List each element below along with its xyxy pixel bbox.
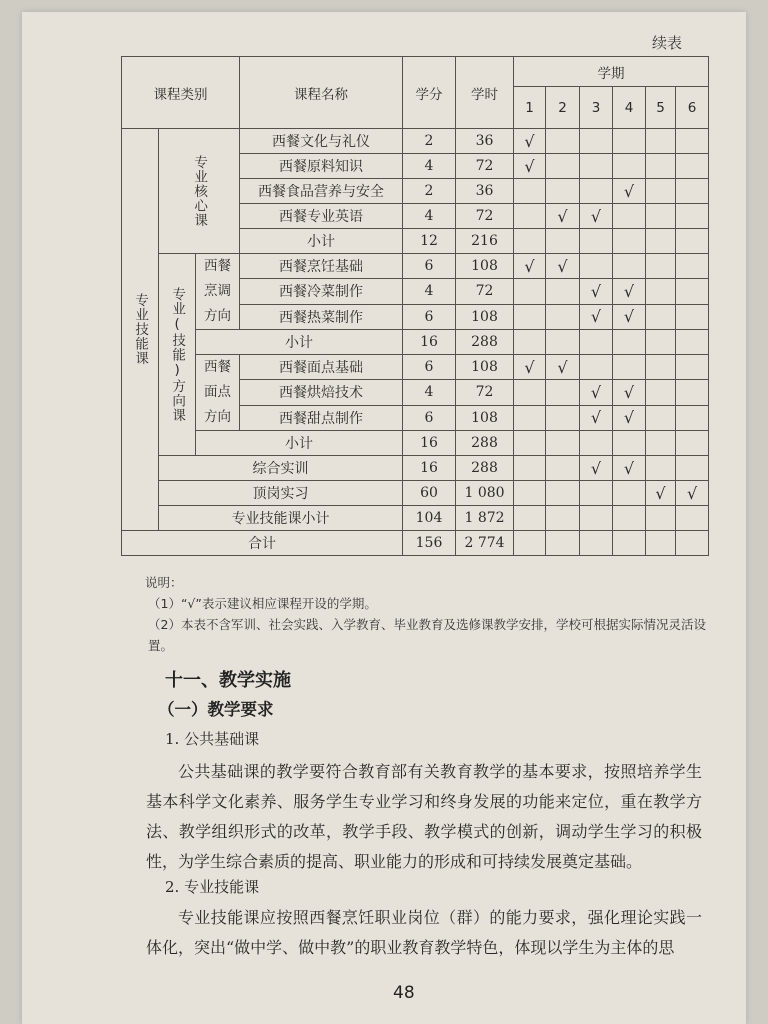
subtotal-label: 小计	[240, 229, 403, 254]
course-name: 西餐甜点制作	[240, 405, 403, 430]
semester-cell: √	[613, 304, 646, 329]
credits-cell: 6	[403, 355, 456, 380]
semester-cell	[613, 531, 646, 556]
header-semester-3: 3	[580, 87, 613, 129]
group-western-cooking-label	[196, 254, 239, 329]
semester-cell	[613, 229, 646, 254]
semester-cell: √	[580, 405, 613, 430]
page-number: 48	[393, 983, 415, 1003]
course-table	[121, 56, 709, 556]
semester-cell	[676, 531, 709, 556]
semester-cell	[613, 355, 646, 380]
semester-cell: √	[514, 154, 546, 179]
semester-cell	[676, 129, 709, 154]
total-label: 合计	[122, 531, 403, 556]
semester-cell	[676, 330, 709, 355]
semester-cell	[676, 456, 709, 481]
semester-cell: √	[613, 456, 646, 481]
semester-cell	[676, 405, 709, 430]
course-name: 西餐面点基础	[240, 355, 403, 380]
semester-cell	[646, 179, 676, 204]
credits-cell: 16	[403, 330, 456, 355]
semester-cell	[580, 179, 613, 204]
table-row	[122, 330, 709, 355]
semester-cell	[546, 179, 580, 204]
header-hours: 学时	[456, 57, 514, 129]
semester-cell	[546, 129, 580, 154]
semester-cell: √	[514, 355, 546, 380]
semester-cell: √	[580, 456, 613, 481]
credits-cell: 2	[403, 129, 456, 154]
hours-cell: 72	[456, 380, 514, 405]
header-semester: 学期	[514, 57, 709, 87]
semester-cell	[546, 330, 580, 355]
note-item: （2）本表不含军训、社会实践、入学教育、毕业教育及选修课教学安排，学校可根据实际情况灵活设置。	[148, 617, 706, 653]
semester-cell	[580, 330, 613, 355]
semester-cell	[646, 405, 676, 430]
header-semester-5: 5	[646, 87, 676, 129]
semester-cell	[646, 431, 676, 456]
semester-cell	[613, 254, 646, 279]
hours-cell: 1 080	[456, 481, 514, 506]
table-row	[122, 254, 709, 279]
semester-cell	[546, 531, 580, 556]
semester-cell	[514, 330, 546, 355]
group-professional-skill	[122, 129, 159, 531]
semester-cell	[676, 380, 709, 405]
credits-cell: 12	[403, 229, 456, 254]
semester-cell	[580, 481, 613, 506]
hours-cell: 72	[456, 279, 514, 304]
table-row	[122, 355, 709, 380]
course-name: 综合实训	[159, 456, 403, 481]
semester-cell	[514, 405, 546, 430]
hours-cell: 288	[456, 431, 514, 456]
semester-cell	[646, 154, 676, 179]
group-label-line: 西餐	[204, 359, 231, 375]
semester-cell: √	[580, 304, 613, 329]
item1-title: 1. 公共基础课	[165, 730, 260, 748]
group-core	[159, 129, 240, 254]
semester-cell	[676, 229, 709, 254]
table-row	[122, 531, 709, 556]
semester-cell	[546, 304, 580, 329]
credits-cell: 4	[403, 204, 456, 229]
semester-cell	[646, 204, 676, 229]
semester-cell	[646, 355, 676, 380]
semester-cell	[676, 154, 709, 179]
credits-cell: 6	[403, 254, 456, 279]
course-name: 西餐烹饪基础	[240, 254, 403, 279]
semester-cell	[546, 154, 580, 179]
group-label-line: 西餐	[204, 258, 231, 274]
credits-cell: 4	[403, 380, 456, 405]
semester-cell	[613, 330, 646, 355]
semester-cell	[546, 229, 580, 254]
group-western-pastry	[196, 355, 240, 431]
credits-cell: 104	[403, 506, 456, 531]
group-label-line: 面点	[204, 384, 231, 400]
semester-cell: √	[613, 380, 646, 405]
course-name: 西餐专业英语	[240, 204, 403, 229]
semester-cell: √	[613, 279, 646, 304]
table-notes	[145, 572, 710, 656]
semester-cell	[676, 254, 709, 279]
header-semester-2: 2	[546, 87, 580, 129]
semester-cell	[613, 204, 646, 229]
semester-cell	[546, 506, 580, 531]
semester-cell	[546, 279, 580, 304]
semester-cell	[580, 154, 613, 179]
notes-title: 说明：	[145, 575, 183, 590]
semester-cell	[514, 380, 546, 405]
semester-cell: √	[613, 179, 646, 204]
group-label-line: 烹调	[204, 283, 231, 299]
hours-cell: 108	[456, 355, 514, 380]
semester-cell	[646, 304, 676, 329]
semester-cell	[676, 431, 709, 456]
course-name: 顶岗实习	[159, 481, 403, 506]
hours-cell: 108	[456, 254, 514, 279]
header-semester-4: 4	[613, 87, 646, 129]
hours-cell: 108	[456, 304, 514, 329]
group-western-pastry-label	[196, 355, 239, 430]
semester-cell	[646, 254, 676, 279]
semester-cell	[613, 431, 646, 456]
group-professional-skill-label: 专业技能课	[132, 293, 149, 366]
course-name: 西餐食品营养与安全	[240, 179, 403, 204]
table-row	[122, 506, 709, 531]
continued-label: 续表	[652, 34, 683, 52]
course-name: 西餐原料知识	[240, 154, 403, 179]
semester-cell	[646, 506, 676, 531]
table-row	[122, 456, 709, 481]
credits-cell: 156	[403, 531, 456, 556]
semester-cell: √	[613, 405, 646, 430]
subtotal-label: 小计	[196, 330, 403, 355]
semester-cell	[514, 456, 546, 481]
semester-cell	[613, 129, 646, 154]
semester-cell	[514, 204, 546, 229]
hours-cell: 36	[456, 129, 514, 154]
header-semester-6: 6	[676, 87, 709, 129]
section-heading: 十一、教学实施	[165, 670, 291, 691]
semester-cell: √	[646, 481, 676, 506]
table-row	[122, 129, 709, 154]
course-name: 西餐文化与礼仪	[240, 129, 403, 154]
course-name: 西餐冷菜制作	[240, 279, 403, 304]
semester-cell	[580, 531, 613, 556]
course-name: 西餐热菜制作	[240, 304, 403, 329]
semester-cell	[580, 506, 613, 531]
hours-cell: 288	[456, 330, 514, 355]
credits-cell: 4	[403, 154, 456, 179]
credits-cell: 2	[403, 179, 456, 204]
semester-cell	[580, 431, 613, 456]
semester-cell	[546, 456, 580, 481]
subtotal-label: 小计	[196, 431, 403, 456]
table-row	[122, 431, 709, 456]
item2-paragraph: 专业技能课应按照西餐烹饪职业岗位（群）的能力要求，强化理论实践一体化，突出“做中学、做中教”的职业教育教学特色，体现以学生为主体的思	[146, 908, 702, 957]
semester-cell	[580, 129, 613, 154]
header-course-name: 课程名称	[240, 57, 403, 129]
group-label-line: 方向	[204, 308, 231, 324]
semester-cell	[676, 506, 709, 531]
item1-paragraph: 公共基础课的教学要符合教育部有关教育教学的基本要求，按照培养学生基本科学文化素养、服务学生专业学习和终身发展的功能来定位，重在教学方法、教学组织形式的改革，教学手段、教学模式的创新，调动学生学习的积极性，为学生综合素质的提高、职业能力的形成和可持续发展奠定基础。	[146, 762, 702, 871]
semester-cell	[646, 279, 676, 304]
semester-cell	[613, 154, 646, 179]
hours-cell: 216	[456, 229, 514, 254]
semester-cell: √	[546, 204, 580, 229]
credits-cell: 6	[403, 405, 456, 430]
semester-cell	[514, 304, 546, 329]
semester-cell: √	[580, 279, 613, 304]
semester-cell	[646, 330, 676, 355]
credits-cell: 60	[403, 481, 456, 506]
group-core-label: 专业核心课	[191, 154, 208, 228]
semester-cell	[514, 531, 546, 556]
item2-title: 2. 专业技能课	[165, 878, 260, 896]
semester-cell: √	[676, 481, 709, 506]
semester-cell	[676, 355, 709, 380]
semester-cell	[676, 179, 709, 204]
semester-cell	[514, 179, 546, 204]
semester-cell	[514, 431, 546, 456]
semester-cell	[546, 481, 580, 506]
semester-cell: √	[580, 204, 613, 229]
hours-cell: 288	[456, 456, 514, 481]
semester-cell	[514, 229, 546, 254]
semester-cell	[580, 254, 613, 279]
semester-cell	[546, 431, 580, 456]
semester-cell: √	[580, 380, 613, 405]
semester-cell	[646, 129, 676, 154]
group-direction-label: 专业(技能)方向课	[169, 286, 186, 423]
section-subheading: （一）教学要求	[158, 700, 274, 719]
hours-cell: 72	[456, 154, 514, 179]
group-direction	[159, 254, 196, 456]
header-category: 课程类别	[122, 57, 240, 129]
header-credits: 学分	[403, 57, 456, 129]
semester-cell	[514, 279, 546, 304]
credits-cell: 16	[403, 456, 456, 481]
semester-cell	[646, 380, 676, 405]
group-western-cooking	[196, 254, 240, 330]
semester-cell	[676, 279, 709, 304]
semester-cell	[646, 456, 676, 481]
semester-cell: √	[546, 254, 580, 279]
semester-cell: √	[514, 129, 546, 154]
semester-cell	[613, 506, 646, 531]
credits-cell: 16	[403, 431, 456, 456]
semester-cell	[613, 481, 646, 506]
semester-cell	[514, 481, 546, 506]
semester-cell	[514, 506, 546, 531]
semester-cell	[580, 355, 613, 380]
group-label-line: 方向	[204, 409, 231, 425]
hours-cell: 108	[456, 405, 514, 430]
semester-cell	[646, 531, 676, 556]
semester-cell	[676, 204, 709, 229]
course-name: 西餐烘焙技术	[240, 380, 403, 405]
subtotal-label: 专业技能课小计	[159, 506, 403, 531]
semester-cell	[580, 229, 613, 254]
hours-cell: 2 774	[456, 531, 514, 556]
hours-cell: 1 872	[456, 506, 514, 531]
semester-cell: √	[514, 254, 546, 279]
semester-cell	[546, 380, 580, 405]
note-item: （1）“√”表示建议相应课程开设的学期。	[148, 596, 377, 611]
hours-cell: 36	[456, 179, 514, 204]
semester-cell: √	[546, 355, 580, 380]
semester-cell	[546, 405, 580, 430]
hours-cell: 72	[456, 204, 514, 229]
credits-cell: 4	[403, 279, 456, 304]
credits-cell: 6	[403, 304, 456, 329]
semester-cell	[676, 304, 709, 329]
semester-cell	[646, 229, 676, 254]
table-row	[122, 481, 709, 506]
header-semester-1: 1	[514, 87, 546, 129]
